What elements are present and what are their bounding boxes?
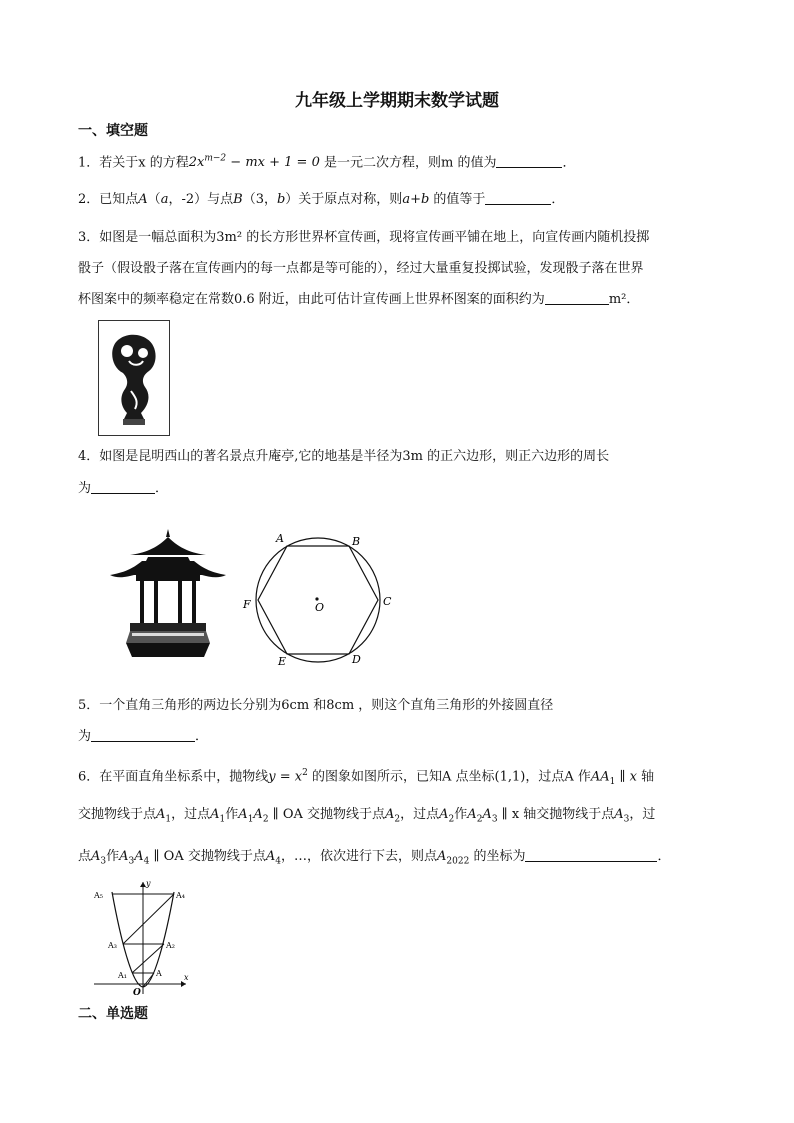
q1-eq-base: 2x — [188, 155, 205, 171]
q6-point: A — [467, 807, 477, 822]
q6-point: A — [265, 849, 276, 864]
question-4-line-1: 4．如图是昆明西山的著名景点升庵亭,它的地基是半径为3m 的正六边形，则正六边形的周长 — [78, 449, 610, 464]
q1-prefix: 1．若关于x 的方程 — [78, 155, 189, 171]
question-5-line-1: 5．一个直角三角形的两边长分别为6cm 和8cm ，则这个直角三角形的外接圆直径 — [78, 698, 554, 713]
q2-text-d: （3， — [242, 192, 277, 207]
label-a5: A₅ — [94, 891, 103, 900]
q6-sub: 2022 — [446, 856, 470, 867]
q6-sub: 2 — [476, 814, 483, 825]
question-3-line-2: 骰子（假设骰子落在宣传画内的每一点都是等可能的），经过大量重复投掷试验，发现骰子落在世界 — [78, 261, 644, 276]
label-o: O — [133, 988, 141, 996]
q6-point: A — [210, 807, 220, 822]
world-cup-poster-image — [98, 320, 170, 436]
q6-sub: 3 — [491, 814, 498, 825]
q6-l2g: 作 — [454, 807, 468, 822]
q6-point: A — [253, 807, 263, 822]
label-y: y — [146, 879, 151, 888]
page-title: 九年级上学期期末数学试题 — [295, 91, 499, 111]
question-6-line-2 — [78, 805, 655, 830]
q6-point: A — [156, 807, 166, 822]
section-fill-blank: 一、填空题 — [78, 123, 148, 139]
q2-var-a: a — [160, 192, 169, 207]
q6-point: A — [385, 807, 395, 822]
q4-answer-blank[interactable] — [91, 479, 155, 494]
q2-var-b: b — [276, 192, 286, 207]
label-a4: A₄ — [176, 891, 185, 900]
q6-point: A — [439, 807, 449, 822]
parabola-figure — [88, 876, 192, 996]
q6-point: A — [119, 849, 129, 864]
q6-point: A — [238, 807, 248, 822]
hex-label-d: D — [352, 653, 361, 666]
q6-x: x — [629, 769, 638, 785]
q4-end: ． — [155, 481, 169, 496]
q2-answer-blank[interactable] — [485, 190, 551, 205]
q1-end: ． — [562, 155, 576, 171]
q2-sum: a+b — [402, 192, 430, 207]
q6-sub: 1 — [247, 814, 254, 825]
q6-parabola-exp: 2 — [302, 768, 308, 778]
hex-label-a: A — [276, 532, 284, 545]
label-a2: A₂ — [166, 941, 175, 950]
q2-text-e: ）关于原点对称，则 — [285, 192, 403, 207]
q1-middle: 是一元二次方程，则m 的值为 — [319, 155, 497, 171]
q6-sub: 3 — [100, 856, 107, 867]
hexagon-diagram — [238, 528, 398, 670]
question-3-line-1: 3．如图是一幅总面积为3m² 的长方形世界杯宣传画，现将宣传画平铺在地上，向宣传画内随机投掷 — [78, 230, 650, 245]
q6-point: A — [91, 849, 101, 864]
world-cup-trophy-icon — [99, 321, 169, 435]
q6-sub: 2 — [394, 814, 401, 825]
q6-point: A — [437, 849, 447, 864]
q1-eq-rest: − mx + 1 = 0 — [226, 155, 320, 171]
q6-sub: 1 — [219, 814, 226, 825]
q6-l1e: 轴 — [637, 769, 655, 785]
label-a3: A₃ — [108, 941, 117, 950]
q6-l3a: 点 — [78, 849, 92, 864]
q6-l2b: ，过点 — [171, 807, 211, 822]
q6-l2a: 交抛物线于点 — [78, 807, 157, 822]
section-single-choice: 二、单选题 — [78, 1006, 148, 1022]
hexagon-circle-figure — [238, 528, 398, 670]
pavilion-icon — [108, 527, 228, 661]
q2-point-a: A — [138, 192, 148, 207]
q6-sub: 3 — [623, 814, 630, 825]
question-3-line-3 — [78, 290, 639, 310]
q6-end: ． — [657, 849, 671, 864]
label-a: A — [156, 969, 162, 978]
hex-label-f: F — [243, 598, 251, 611]
q6-l3b: 作 — [106, 849, 120, 864]
q6-sub: 3 — [128, 856, 135, 867]
question-6-line-3 — [78, 847, 670, 872]
q3-answer-blank[interactable] — [545, 290, 609, 305]
q3-unit: m² — [608, 292, 627, 307]
q5-line2-text: 为 — [78, 729, 92, 744]
q2-text-f: 的值等于 — [429, 192, 486, 207]
q6-l3d: 交抛物线于点 — [183, 849, 266, 864]
hex-label-e: E — [278, 655, 287, 668]
q2-text-b: （ — [147, 192, 161, 207]
q6-point: A — [482, 807, 492, 822]
q6-l2i: ，过 — [629, 807, 656, 822]
pavilion-image — [108, 527, 228, 661]
label-x: x — [184, 973, 189, 982]
q6-l1c: ，过点A 作 — [525, 769, 591, 785]
hex-label-o: O — [315, 601, 325, 614]
q5-end: ． — [195, 729, 209, 744]
q6-parabola: y = x — [268, 769, 303, 785]
q6-l3e: ，…，依次进行下去，则点 — [281, 849, 438, 864]
q2-point-b: B — [233, 192, 243, 207]
hex-label-c: C — [383, 595, 392, 608]
q3-line3-text: 杯图案中的频率稳定在常数0.6 附近，由此可估计宣传画上世界杯图案的面积约为 — [78, 292, 545, 307]
q6-answer-blank[interactable] — [525, 847, 657, 862]
q6-l2d: ∥ OA — [268, 807, 303, 822]
q1-answer-blank[interactable] — [496, 153, 562, 168]
q4-line2-text: 为 — [78, 481, 92, 496]
q6-point: A — [134, 849, 144, 864]
q6-sub: 4 — [275, 856, 281, 867]
q5-answer-blank[interactable] — [91, 727, 195, 742]
q6-l1a: 6．在平面直角坐标系中，抛物线 — [78, 769, 269, 785]
q6-l2c: 作 — [225, 807, 239, 822]
q6-sub: 4 — [143, 856, 150, 867]
q6-sub: 2 — [262, 814, 269, 825]
q6-aa1: AA — [590, 769, 610, 785]
question-6-line-1 — [78, 763, 654, 792]
q6-l3f: 的坐标为 — [469, 849, 526, 864]
q3-end: ． — [626, 292, 640, 307]
q6-sub: 2 — [448, 814, 455, 825]
q6-coord: (1,1) — [494, 769, 526, 785]
q6-l1d: ∥ — [615, 769, 630, 785]
q6-l2f: ，过点 — [400, 807, 440, 822]
label-a1: A₁ — [118, 971, 127, 980]
q1-equation — [189, 155, 320, 170]
question-2 — [78, 190, 564, 210]
question-5-line-2 — [78, 727, 208, 747]
q6-l3c: ∥ OA — [149, 849, 184, 864]
question-1 — [78, 149, 575, 173]
q6-l2h: ∥ x 轴交抛物线于点 — [497, 807, 615, 822]
q6-l2e: 交抛物线于点 — [302, 807, 386, 822]
question-4-line-2 — [78, 479, 168, 499]
hex-label-b: B — [352, 535, 361, 548]
q6-aa1-sub: 1 — [609, 776, 616, 787]
parabola-diagram — [88, 876, 192, 996]
q1-eq-exp: m−2 — [204, 154, 227, 164]
q2-text-a: 2．已知点 — [78, 192, 139, 207]
q6-point: A — [614, 807, 624, 822]
q6-l1b: 的图象如图所示，已知A 点坐标 — [307, 769, 495, 785]
q2-text-c: ，-2）与点 — [168, 192, 234, 207]
q2-end: ． — [551, 192, 565, 207]
q6-sub: 1 — [165, 814, 172, 825]
